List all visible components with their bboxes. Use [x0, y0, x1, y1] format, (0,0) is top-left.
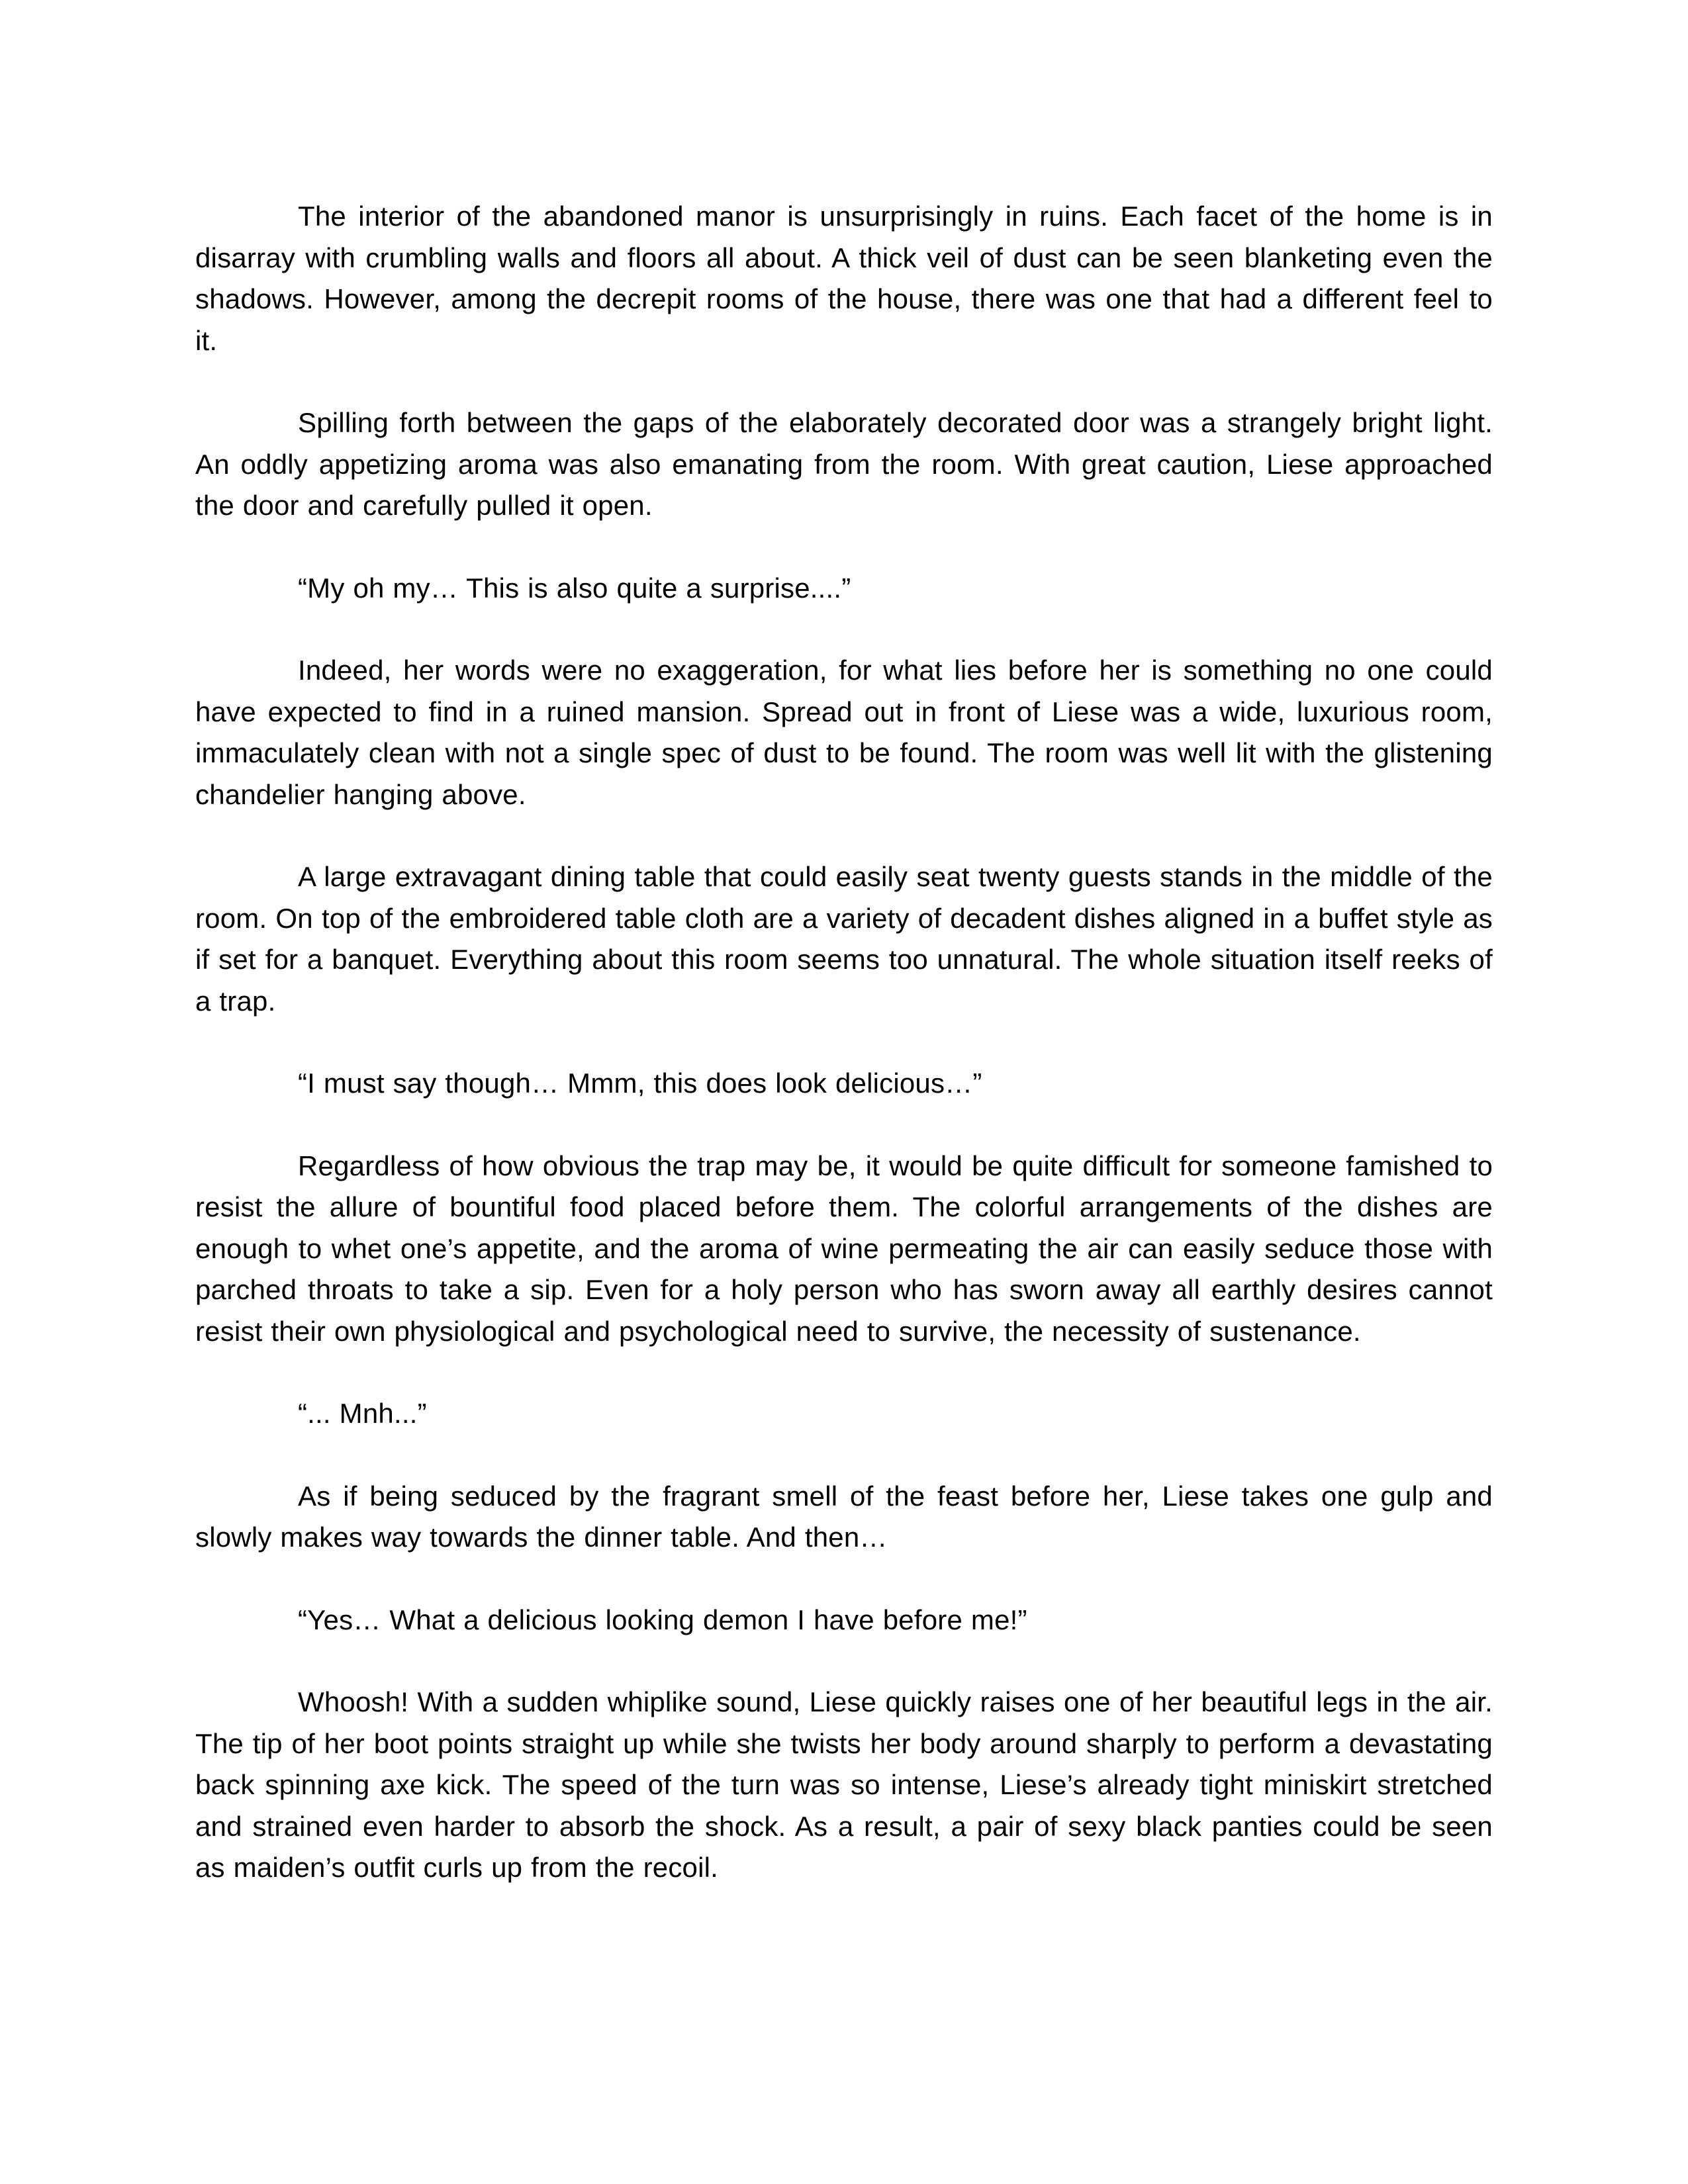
story-paragraph: Regardless of how obvious the trap may be, it would be quite difficult for someone famished to resist the allure of bountiful food placed before them. The colorful arrangements of the dishes are enough to whet one’s appetite, and the aroma of wine permeating the air can easily seduce those with parched throats to take a sip. Even for a holy person who has sworn away all earthly desires cannot resist their own physiological and psychological need to survive, the necessity of sustenance.: [195, 1150, 1493, 1347]
story-paragraph: A large extravagant dining table that could easily seat twenty guests stands in the middle of the room. On top of the embroidered table cloth are a variety of decadent dishes aligned in a buffet style as if set for a banquet. Everything about this room seems too unnatural. The whole situation itself reeks of a trap.: [195, 861, 1493, 1017]
story-paragraph: Spilling forth between the gaps of the elaborately decorated door was a strangely bright light. An oddly appetizing aroma was also emanating from the room. With great caution, Liese approached the door and carefully pulled it open.: [195, 407, 1493, 521]
story-paragraph: Whoosh! With a sudden whiplike sound, Liese quickly raises one of her beautiful legs in the air. The tip of her boot points straight up while she twists her body around sharply to perform a devastating back spinning axe kick. The speed of the turn was so intense, Liese’s already tight miniskirt stretched and strained even harder to absorb the shock. As a result, a pair of sexy black panties could be seen as maiden’s outfit curls up from the recoil.: [195, 1686, 1493, 1883]
story-paragraph: Indeed, her words were no exaggeration, for what lies before her is something no one could have expected to find in a ruined mansion. Spread out in front of Liese was a wide, luxurious room, immaculately clean with not a single spec of dust to be found. The room was well lit with the glistening chandelier hanging above.: [195, 655, 1493, 810]
dialogue-paragraph: “... Mnh...”: [298, 1398, 427, 1429]
dialogue-paragraph: “I must say though… Mmm, this does look delicious…”: [298, 1068, 982, 1099]
dialogue-paragraph: “My oh my… This is also quite a surprise....”: [298, 572, 851, 604]
story-paragraph: As if being seduced by the fragrant smell of the feast before her, Liese takes one gulp and slowly makes way towards the dinner table. And then…: [195, 1480, 1493, 1553]
dialogue-paragraph: “Yes… What a delicious looking demon I have before me!”: [298, 1604, 1027, 1635]
story-paragraph: The interior of the abandoned manor is unsurprisingly in ruins. Each facet of the home is in disarray with crumbling walls and floors all about. A thick veil of dust can be seen blanketing even the shadows. However, among the decrepit rooms of the house, there was one that had a different feel to it.: [195, 201, 1493, 356]
